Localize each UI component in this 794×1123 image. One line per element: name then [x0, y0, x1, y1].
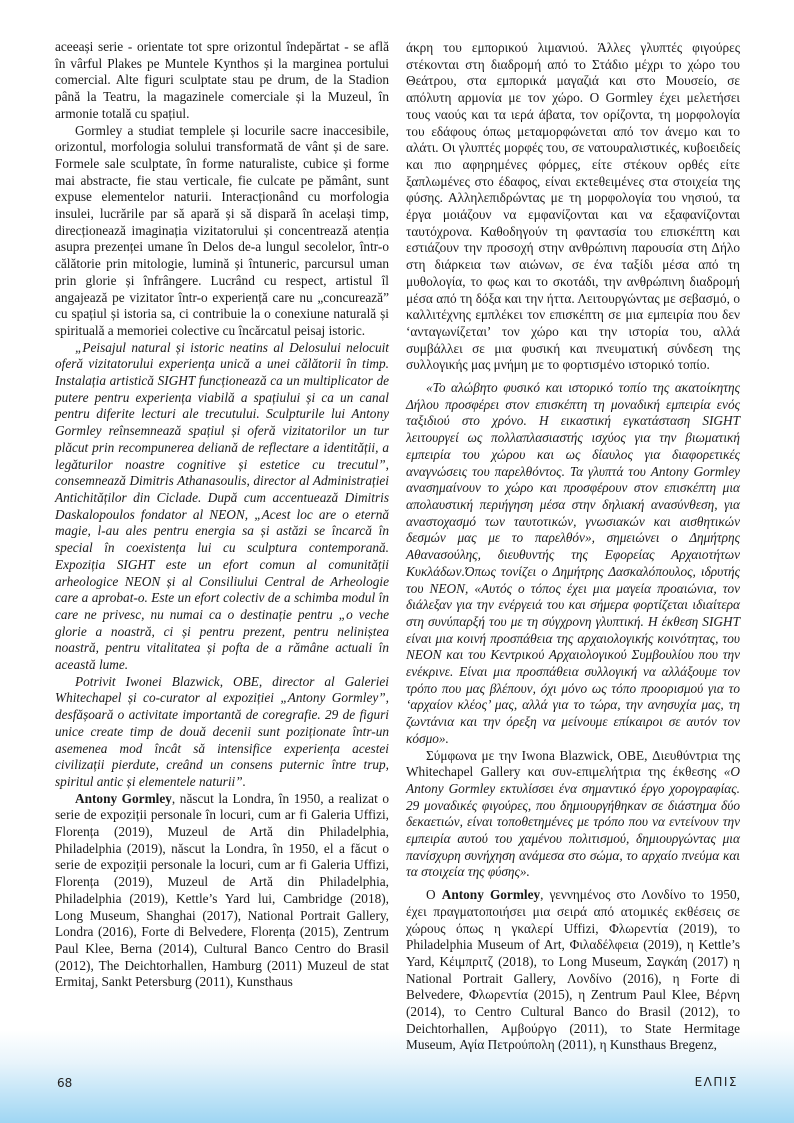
bio-paragraph: [406, 887, 740, 1054]
quote-paragraph: Potrivit Iwonei Blazwick, OBE, director al Galeriei Whitechapel și co-curator al expoziției „Antony Gormley”, desfășoară o activitate importantă de coregrafie. 29 de figuri unice create timp de două decenii sunt poziționate într-un asemenea mod încât să intensifice experiența acestei civilizații pierdute, creând un consens puternic între trup, spiritul antic și elementele naturii”.: [55, 673, 389, 789]
bio-paragraph: [55, 791, 389, 991]
paragraph: Gormley a studiat templele și locurile sacre inaccesibile, orizontul, morfologia solului transformată de vânt și de sare. Formele sale sculptate, în forme naturaliste, cubice și forme mai abstracte, fie stau verticale, fie culcate pe pământ, sunt expuse elementelor naturii. Interacționând cu morfologia insulei, lucrările par să apară și să dispară în același timp, direcționează imaginația vizitatorului și concentrează atenția asupra prezenței umane în Delos de-a lungul secolelor, într-o călătorie prin mitologie, lumină și întuneric, parcursul uman prin glorie și înfrângere. Lucrând cu respect, artistul îl angajează pe vizitator într-o experiență care nu „concurează” cu spațiul și istoria sa, ci contribuie la o conexiune naturală și spirituală a memoriei colective cu încărcatul peisaj istoric.: [55, 122, 389, 338]
quote-paragraph: „Peisajul natural și istoric neatins al Delosului nelocuit oferă vizitatorului experiența unică a unei călătorii în timp. Instalația artistică SIGHT funcționează ca un multiplicator de putere pentru experiența viabilă a spațiului și ca un canal pentru diferite lecturi ale trecutului. Sculpturile lui Antony Gormley reînsemnează spațiul și oferă vizitatorilor un tur plăcut prin recompunerea deliană de reflectare a identității, a legăturilor noastre cognitive și estetice cu trecutul”, consemnează Dimitris Athanasoulis, director al Administrației Antichităților din Ciclade. După cum accentuează Dimitris Daskalopoulos fondator al NEON, „Acest loc are o eternă magie, l-au ales pentru energia sa și astăzi se încarcă în special în coexistența lui cu sculptura contemporană. Expoziția SIGHT este un efort comun al comunității arheologice NEON și al Consiliului Central de Arheologie care a aprobat-o. Este un efort colectiv de a schimba modul în care ne privesc, nu numai ca o destinație pentru „o veche glorie a noastră, ci și pentru prezent, pentru neliniștea noastră, pentru vitalitatea și pofta de a rămâne actuali în această lume.: [55, 339, 389, 673]
bio-prefix: Ο: [426, 887, 442, 903]
artist-name: Antony Gormley: [75, 790, 172, 806]
paragraph: aceeași serie - orientate tot spre orizontul îndepărtat - se află în vârful Plakes pe Muntele Kynthos și la marginea portului comercial. Alte figuri sculptate stau pe drum, de la Stadion până la Teatru, la magazinele comerciale și la Muzeul, în armonie totală cu spațiul.: [55, 39, 389, 121]
page-number: 68: [57, 1076, 73, 1090]
bio-text: , născut la Londra, în 1950, a realizat o serie de expoziții personale în locuri, cum ar fi Galeria Uffizi, Florența (2019), Muzeul de Artă din Philadelphia, Philadelphia (2019), născut la Londra, în 1950, el a făcut o serie de expoziții personale la locuri, cum ar fi Galeria Uffizi, Florența (2019), Muzeul de Artă din Philadelphia, Philadelphia (2019), Kettle’s Yard lui, Cambridge (2018), Long Museum, Shanghai (2017), National Portrait Gallery, Londra (2016), Forte di Belvedere, Florența (2015), Zentrum Paul Klee, Berna (2014), Cultural Banco Centro do Brasil (2012), The Deichtorhallen, Hamburg (2011) Muzeul de stat Ermitaj, Sankt Petersburg (2011), Kunsthaus: [55, 790, 389, 990]
right-column-greek: [406, 40, 740, 1054]
quote-text: «O Antony Gormley εκτυλίσσει ένα σημαντικό έργο χορογραφίας. 29 μοναδικές φιγούρες, που δημιουργήθηκαν σε διάστημα δύο δεκαετιών, είναι τοποθετημένες με τρόπο που να εντείνουν την εμπειρία αυτού του χαμένου πολιτισμού, δημιουργώντας μια πανίσχυρη συνήχηση ανάμεσα στο σώμα, το αρχαίο πνεύμα και τα στοιχεία της φύσης».: [406, 764, 740, 880]
paragraph: [406, 748, 740, 882]
artist-name: Antony Gormley: [441, 887, 541, 903]
paragraph: άκρη του εμπορικού λιμανιού. Άλλες γλυπτές φιγούρες στέκονται στη διαδρομή από το Στάδιο μέχρι το χώρο του Θεάτρου, στα εμπορικά μαγαζιά και στο Μουσείο, σε απόλυτη αρμονία με τον χώρο. Ο Gormley έχει μελετήσει τους ναούς και τα ιερά άβατα, τον ορίζοντα, τη μορφολογία του εδάφους όπως μεταμορφώνεται από τον άνεμο και το αλάτι. Οι γλυπτές μορφές του, σε νατουραλιστικές, κυβοειδείς και πιο αφηρημένες φόρμες, είτε στέκουν ορθές είτε ξαπλωμένες στο έδαφος, είναι εκτεθειμένες στα στοιχεία της φύσης. Αλληλεπιδρώντας με τη μορφολογία του νησιού, τα έργα μοιάζουν να εμφανίζονται και να εξαφανίζονται ταυτόχρονα. Καθοδηγούν τη φαντασία του επισκέπτη και εστιάζουν την προσοχή στην ανθρώπινη παρουσία στη Δήλο στη διάρκεια των αιώνων, σε ένα ταξίδι μέσα από τη μυθολογία, το φως και το σκοτάδι, την ανθρώπινη διαδρομή μέσα από τη δόξα και την ήττα. Λειτουργώντας με σεβασμό, ο καλλιτέχνης εμπλέκει τον επισκέπτη σε μια εμπειρία που δεν ‘ανταγωνίζεται’ τον χώρο και την ιστορία του, αλλά συμβάλλει σε μια φυσική και πνευματική σύνδεση της συλλογικής μας μνήμη με το φορτισμένο ιστορικό τοπίο.: [406, 40, 740, 373]
paragraph-text: Σύμφωνα με την Iwona Blazwick, OBE, Διευθύντρια της Whitechapel Gallery και συν-επιμελήτρια της έκθεσης: [406, 747, 740, 780]
magazine-name: ΕΛΠΙΣ: [694, 1075, 738, 1089]
quote-paragraph: «Το αλώβητο φυσικό και ιστορικό τοπίο της ακατοίκητης Δήλου προσφέρει στον επισκέπτη τη μοναδική εμπειρία ενός ταξιδιού στο χρόνο. Η εικαστική εγκατάσταση SIGHT λειτουργεί ως πολλαπλασιαστής ισχύος για την βιωματική εμπειρία του χώρου και ως δίαυλος για διαφορετικές αναγνώσεις του παρελθόντος. Τα γλυπτά του Antony Gormley ανασημαίνουν το χώρο και προσφέρουν στον επισκέπτη μια απολαυστική περιήγηση μέσα στην δηλιακή ανασύνθεση, για αναστοχασμό των ταυτοτικών, γνωσιακών και αισθητικών δεσμών μας με το παρελθόν», σημειώνει ο Δημήτρης Αθανασούλης, διευθυντής της Εφορείας Αρχαιοτήτων Κυκλάδων.Όπως τονίζει ο Δημήτρης Δασκαλόπουλος, ιδρυτής του NEON, «Αυτός ο τόπος έχει μια μαγεία προαιώνια, τον διάλεξαν για την ενέργειά του και σήμερα φορτίζεται ιδιαίτερα στη συνύπαρξή του με τη σύγχρονη γλυπτική. Η έκθεση SIGHT είναι μια κοινή προσπάθεια της αρχαιολογικής κοινότητας, του NEON και του Κεντρικού Αρχαιολογικού Συμβουλίου που την ενέκρινε. Είναι μια προσπάθεια συλλογική να αλλάξουμε τον τρόπο που μας βλέπουν, όχι μόνο ως τόπο προορισμού για το ‘αρχαίον κλέος’ μας, αλλά για το τώρα, την ανησυχία μας, τη ζωντάνια και την όρεξη να μείνουμε επίκαιροι σε αυτόν τον κόσμο».: [406, 380, 740, 746]
left-column-romanian: [55, 39, 389, 991]
bio-text: , γεννημένος στο Λονδίνο το 1950, έχει πραγματοποιήσει μια σειρά από ατομικές εκθέσεις σε χώρους όπως η γκαλερί Uffizi, Φλωρεντία (2019), το Philadelphia Museum of Art, Φιλαδέλφεια (2019), η Kettle’s Yard, Κέιμπριτζ (2018), το Long Museum, Σαγκάη (2017) η National Portrait Gallery, Λονδίνο (2016), η Forte di Belvedere, Φλωρεντία (2015), η Zentrum Paul Klee, Βέρνη (2014), το Centro Cultural Banco do Brasil (2012), το Deichtorhallen, Αμβούργο (2011), το State Hermitage Museum, Αγία Πετρούπολη (2011), η Kunsthaus Bregenz,: [406, 887, 740, 1053]
